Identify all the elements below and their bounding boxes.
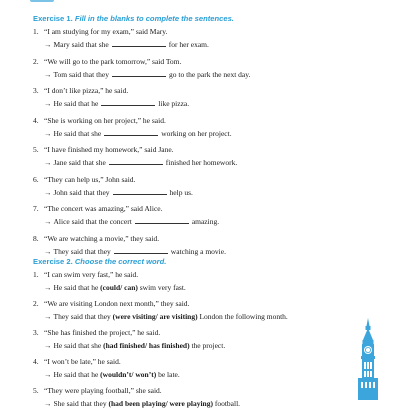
word-choice[interactable]: (could/ can): [100, 283, 138, 292]
question-text: “We are visiting London next month,” they said.: [44, 299, 190, 308]
question-text: “I don’t like pizza,” he said.: [44, 86, 129, 95]
arrow-icon: →: [44, 246, 52, 256]
item-number: 3.: [33, 86, 39, 95]
answer-line: [44, 399, 240, 408]
exercise-2-title: [33, 257, 166, 266]
question-text: “She is working on her project,” he said.: [44, 115, 166, 125]
answer-prefix: She said that they: [53, 399, 107, 408]
exercise-2-instruction: Choose the correct word.: [74, 257, 167, 266]
answer-prefix: Mary said that she: [53, 40, 109, 49]
item-number: 6.: [33, 174, 39, 184]
arrow-icon: →: [44, 187, 52, 197]
arrow-icon: →: [44, 158, 52, 167]
item-number: 5.: [33, 145, 39, 154]
answer-prefix: Jane said that she: [53, 158, 106, 167]
fill-in-blank[interactable]: [104, 129, 158, 136]
answer-suffix: for her exam.: [168, 40, 209, 49]
answer-line: [44, 370, 180, 379]
question-text: “I won’t be late,” he said.: [44, 357, 121, 366]
answer-prefix: They said that they: [53, 312, 111, 321]
answer-suffix: the project.: [191, 341, 226, 350]
arrow-icon: →: [44, 341, 52, 350]
arrow-icon: →: [44, 128, 52, 138]
answer-suffix: working on her project.: [161, 128, 232, 138]
arrow-icon: →: [44, 370, 52, 379]
word-choice[interactable]: (had finished/ has finished): [103, 341, 190, 350]
answer-suffix: amazing.: [191, 217, 220, 226]
answer-line: [44, 312, 288, 321]
arrow-icon: →: [44, 399, 52, 408]
arrow-icon: →: [44, 217, 52, 226]
answer-suffix: like pizza.: [158, 99, 190, 108]
answer-line: [44, 217, 219, 226]
arrow-icon: →: [44, 283, 52, 292]
word-choice[interactable]: (were visiting/ are visiting): [112, 312, 198, 321]
answer-line: [44, 188, 193, 197]
word-choice[interactable]: (wouldn’t/ won’t): [100, 370, 157, 379]
question-text: “I can swim very fast,” he said.: [44, 270, 139, 279]
question-text: “They can help us,” John said.: [44, 174, 136, 184]
answer-prefix: He said that he: [53, 283, 99, 292]
exercise-1-label: Exercise 1.: [33, 14, 73, 23]
answer-prefix: Alice said that the concert: [53, 217, 132, 226]
answer-prefix: Tom said that they: [53, 69, 110, 79]
answer-prefix: They said that they: [53, 246, 111, 256]
question-text: “We will go to the park tomorrow,” said Tom.: [44, 56, 182, 66]
fill-in-blank[interactable]: [135, 217, 189, 224]
item-number: 2.: [33, 299, 39, 308]
question-text: “They were playing football,” she said.: [44, 386, 162, 395]
exercise-1-instruction: Fill in the blanks to complete the sentences.: [74, 14, 234, 23]
item-number: 4.: [33, 115, 39, 125]
exercise-2-label: Exercise 2.: [33, 257, 73, 266]
item-number: 7.: [33, 204, 39, 213]
word-choice[interactable]: (had been playing/ were playing): [108, 399, 213, 408]
answer-line: [44, 129, 232, 138]
answer-line: [44, 40, 209, 49]
arrow-icon: →: [44, 99, 52, 108]
answer-suffix: watching a movie.: [170, 246, 226, 256]
exercise-1-title: [33, 14, 234, 23]
fill-in-blank[interactable]: [112, 40, 166, 47]
answer-prefix: He said that she: [53, 128, 102, 138]
item-number: 1.: [33, 27, 39, 36]
answer-line: [44, 70, 250, 79]
answer-suffix: football.: [214, 399, 241, 408]
question-text: “We are watching a movie,” they said.: [44, 233, 160, 243]
answer-prefix: He said that he: [53, 99, 99, 108]
answer-suffix: be late.: [158, 370, 180, 379]
answer-line: [44, 283, 186, 292]
item-number: 5.: [33, 386, 39, 395]
answer-suffix: London the following month.: [199, 312, 288, 321]
item-number: 1.: [33, 270, 39, 279]
question-text: “The concert was amazing,” said Alice.: [44, 204, 163, 213]
answer-suffix: help us.: [169, 187, 193, 197]
question-text: “I am studying for my exam,” said Mary.: [44, 27, 168, 36]
answer-prefix: He said that she: [53, 341, 102, 350]
item-number: 3.: [33, 328, 39, 337]
answer-line: [44, 341, 225, 350]
fill-in-blank[interactable]: [114, 247, 168, 254]
answer-line: [44, 158, 237, 167]
answer-prefix: John said that they: [53, 187, 110, 197]
answer-suffix: go to the park the next day.: [169, 69, 251, 79]
answer-line: [44, 247, 226, 256]
question-text: “She has finished the project,” he said.: [44, 328, 161, 337]
big-ben-tower-icon: [353, 318, 383, 400]
arrow-icon: →: [44, 312, 52, 321]
arrow-icon: →: [44, 40, 52, 49]
answer-suffix: finished her homework.: [165, 158, 238, 167]
fill-in-blank[interactable]: [112, 70, 166, 77]
item-number: 4.: [33, 357, 39, 366]
item-number: 8.: [33, 233, 39, 243]
fill-in-blank[interactable]: [109, 158, 163, 165]
answer-prefix: He said that he: [53, 370, 99, 379]
item-number: 2.: [33, 56, 39, 66]
fill-in-blank[interactable]: [101, 99, 155, 106]
fill-in-blank[interactable]: [113, 188, 167, 195]
arrow-icon: →: [44, 69, 52, 79]
answer-line: [44, 99, 189, 108]
question-text: “I have finished my homework,” said Jane.: [44, 145, 174, 154]
answer-suffix: swim very fast.: [139, 283, 186, 292]
top-edge-decoration: [30, 0, 54, 2]
